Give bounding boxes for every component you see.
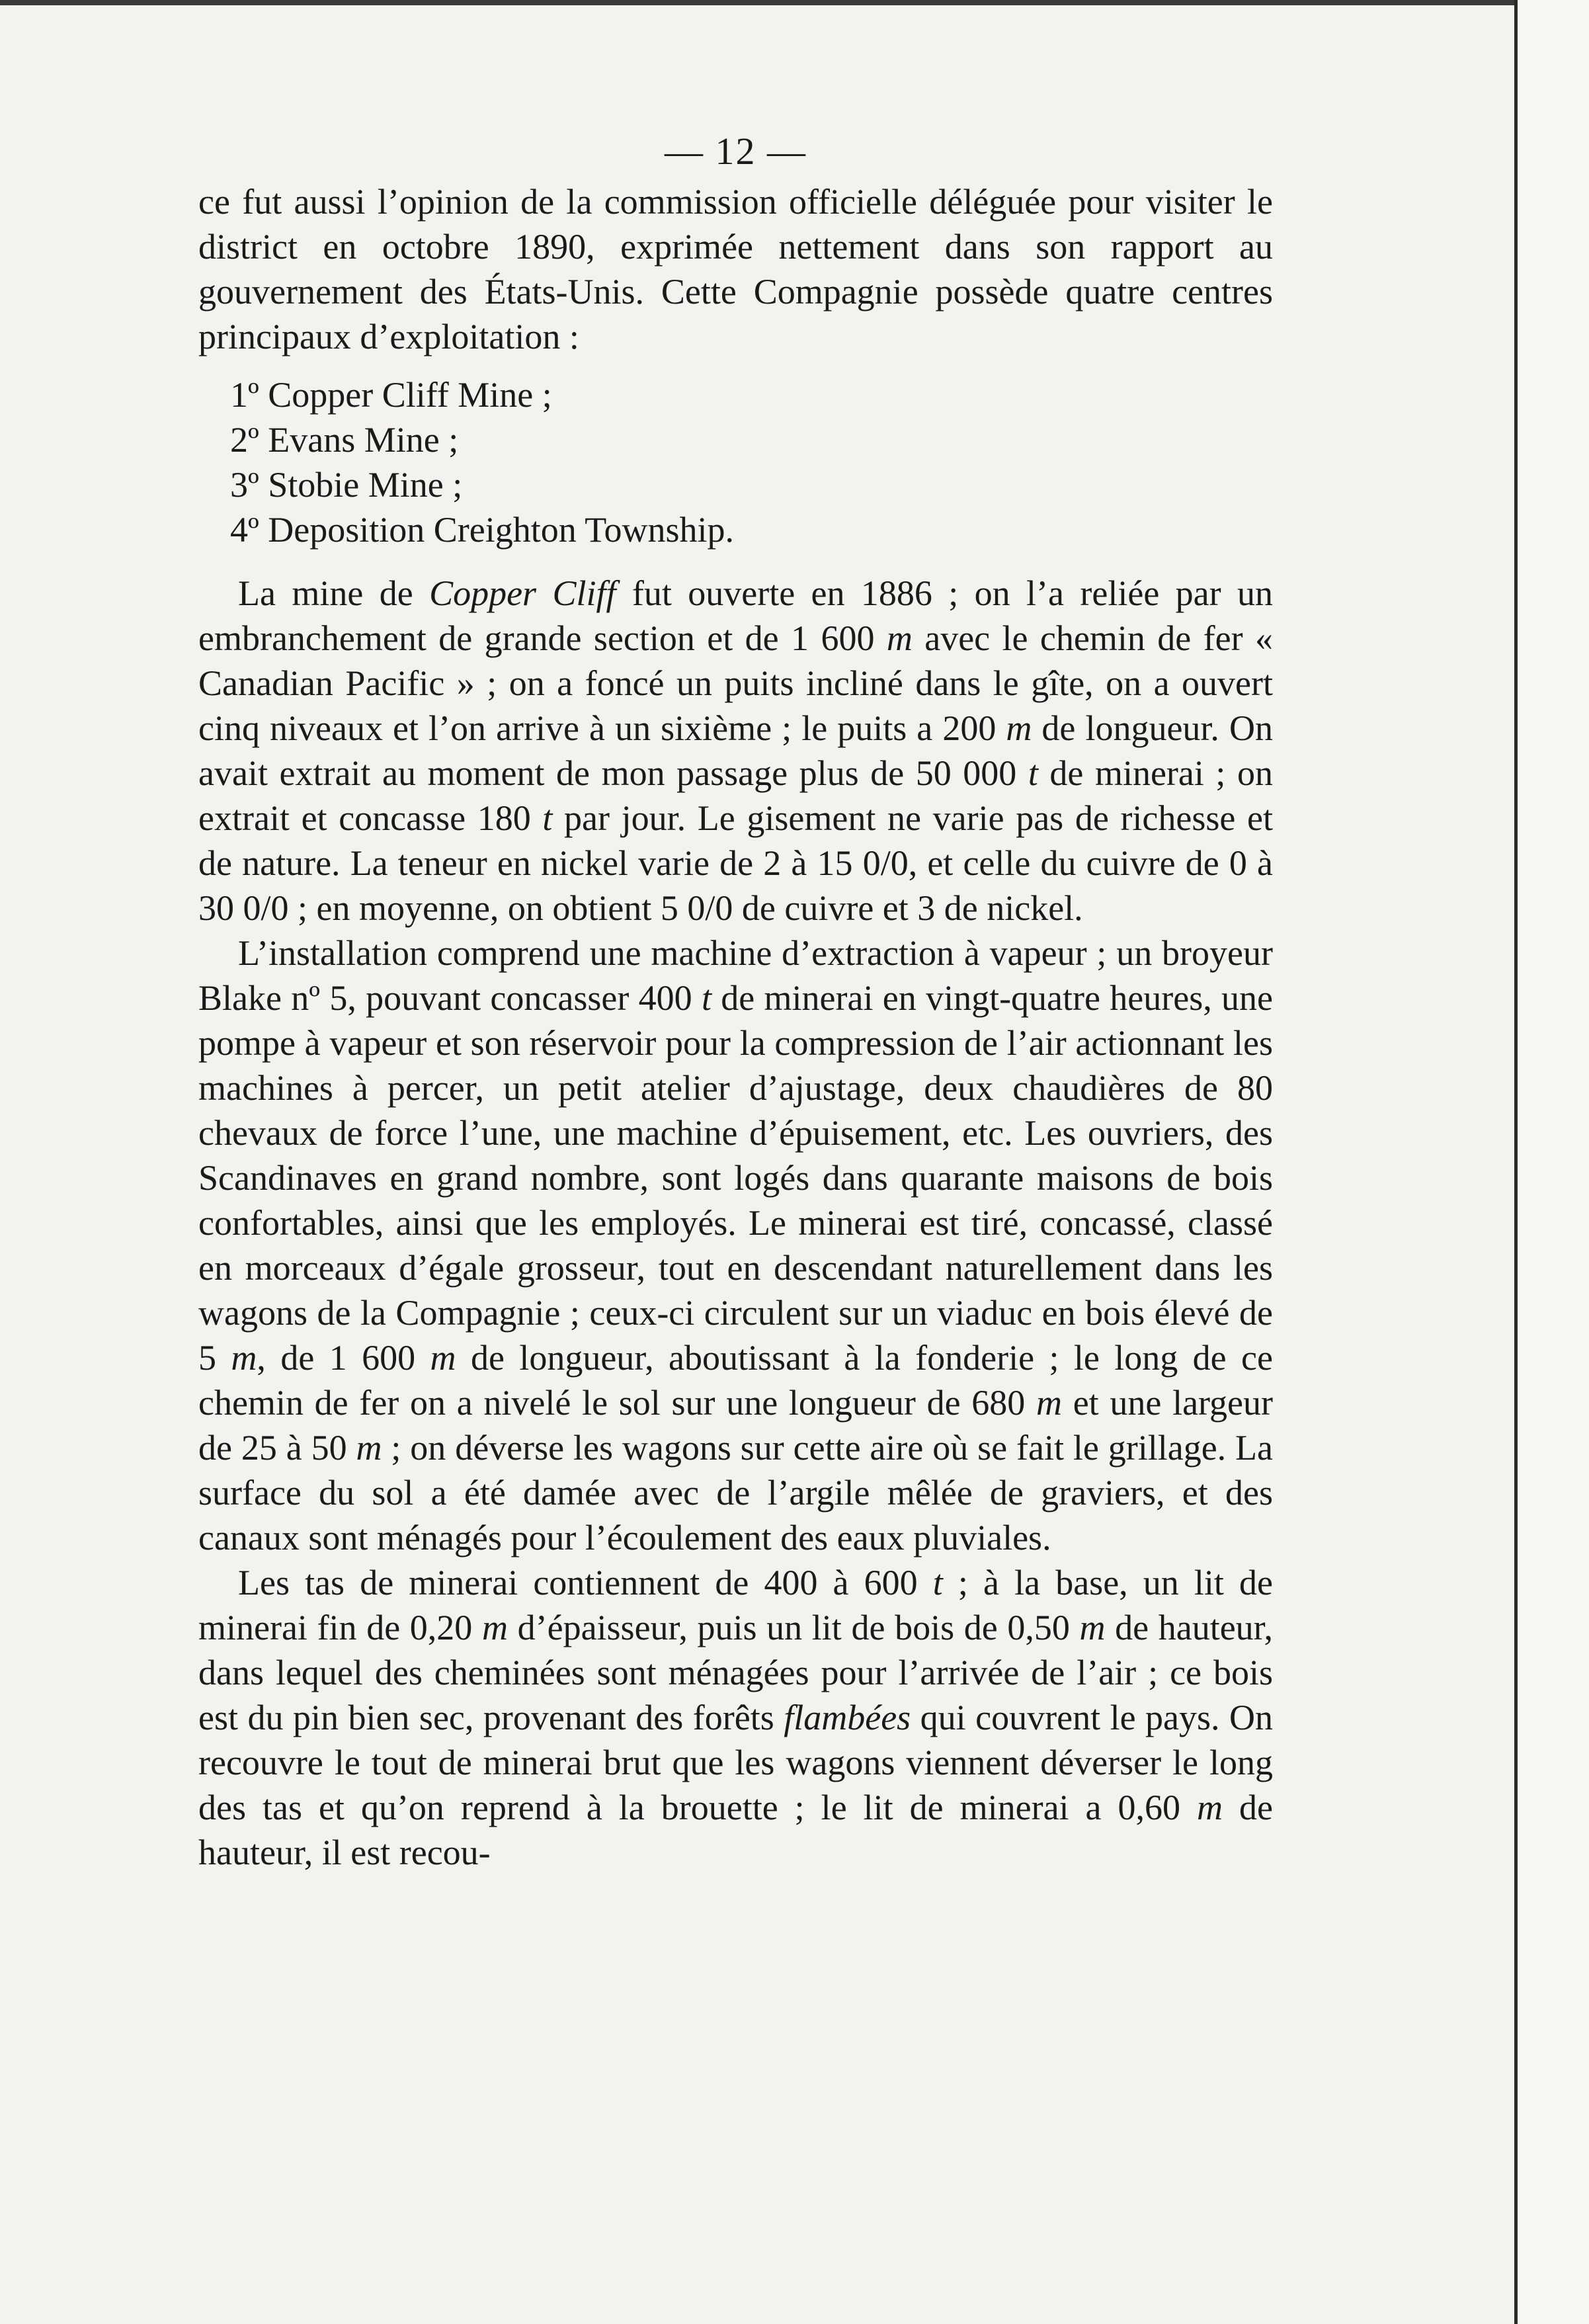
scan-top-edge: [0, 0, 1514, 5]
page-body: [198, 129, 1273, 1875]
unit: m: [1006, 708, 1032, 748]
unit: m: [430, 1338, 456, 1378]
tas-paragraph: [198, 1560, 1273, 1875]
text-run: ; à la base, un lit de minerai fin de 0,20: [198, 1563, 1273, 1647]
list-item: 3º Stobie Mine ;: [230, 465, 463, 505]
text-run: de longueur, aboutissant à la fonderie ; le long de ce chemin de fer on a nivelé le sol sur une longueur de 680: [198, 1338, 1273, 1423]
text-run: , de 1 600: [257, 1338, 430, 1378]
text-run: par jour. Le gisement ne varie pas de richesse et de nature. La teneur en nickel varie de 2 à 15 0/0, et celle du cuivre de 0 à 30 0/0 ; en moyenne, on obtient 5 0/0 de cuivre et 3 de nickel.: [198, 798, 1273, 928]
text-run: et une largeur de 25 à 50: [198, 1383, 1273, 1468]
unit: m: [1036, 1383, 1062, 1423]
unit: m: [1079, 1608, 1106, 1647]
intro-paragraph: ce fut aussi l’opinion de la commission officielle déléguée pour visiter le district en octobre 1890, exprimée nettement dans son rapport au gouvernement des États-Unis. Cette Compagnie possède quatre centres principaux d’exploitation :: [198, 182, 1273, 356]
text-run: La mine de: [238, 573, 430, 613]
unit: t: [542, 798, 553, 838]
scan-margin: [1518, 0, 1589, 2324]
copper-cliff-paragraph: [198, 571, 1273, 931]
unit: t: [701, 978, 712, 1018]
unit: m: [356, 1428, 382, 1468]
text-run: ; on déverse les wagons sur cette aire où se fait le grillage. La surface du sol a été damée avec de l’argile mêlée de graviers, et des canaux sont ménagés pour l’écoulement des eaux pluviales.: [198, 1428, 1274, 1557]
text-run: de longueur. On avait extrait au moment de mon passage plus de 50 000: [198, 708, 1273, 793]
list-item: 4º Deposition Creighton Township.: [230, 510, 734, 550]
installation-paragraph: [198, 931, 1273, 1560]
unit: t: [1028, 753, 1038, 793]
text-run: de hauteur, dans lequel des cheminées sont ménagées pour l’arrivée de l’air ; ce bois est du pin bien sec, provenant des forêts: [198, 1608, 1273, 1737]
text-run: qui couvrent le pays. On recouvre le tout de minerai brut que les wagons viennent déverser le long des tas et qu’on reprend à la brouette ; le lit de minerai a 0,60: [198, 1698, 1274, 1827]
list-item: 1º Copper Cliff Mine ;: [230, 375, 552, 415]
italic-term: flambées: [784, 1698, 911, 1737]
text-run: de minerai ; on extrait et concasse 180: [198, 753, 1273, 838]
unit: m: [481, 1608, 508, 1647]
list-item: 2º Evans Mine ;: [230, 420, 459, 460]
page-number: — 12 —: [665, 130, 807, 173]
mine-name: Copper Cliff: [429, 573, 616, 613]
centres-list: [230, 372, 1273, 552]
unit: m: [1197, 1788, 1223, 1827]
unit: m: [886, 618, 913, 658]
text-run: L’installation comprend une machine d’extraction à vapeur ; un broyeur Blake nº 5, pouvant concasser 400: [198, 933, 1273, 1018]
text-run: de minerai en vingt-quatre heures, une pompe à vapeur et son réservoir pour la compression de l’air actionnant les machines à percer, un petit atelier d’ajustage, deux chaudières de 80 chevaux de force l’une, une machine d’épuisement, etc. Les ouvriers, des Scandinaves en grand nombre, sont logés dans quarante maisons de bois confortables, ainsi que les employés. Le minerai est tiré, concassé, classé en morceaux d’égale grosseur, tout en descendant naturellement dans les wagons de la Compagnie ; ceux-ci circulent sur un viaduc en bois élevé de 5: [198, 978, 1273, 1378]
text-run: fut ouverte en 1886 ; on l’a reliée par un embranchement de grande section et de 1 600: [198, 573, 1274, 658]
unit: t: [932, 1563, 943, 1602]
page-binding-edge: [1514, 0, 1518, 2324]
text-run: de hauteur, il est recou-: [198, 1788, 1273, 1872]
unit: m: [231, 1338, 257, 1378]
text-run: d’épaisseur, puis un lit de bois de 0,50: [507, 1608, 1080, 1647]
text-run: avec le chemin de fer « Canadian Pacific » ; on a foncé un puits incliné dans le gîte, on a ouvert cinq niveaux et l’on arrive à un sixième ; le puits a 200: [198, 618, 1273, 748]
text-run: Les tas de minerai contiennent de 400 à 600: [238, 1563, 933, 1602]
